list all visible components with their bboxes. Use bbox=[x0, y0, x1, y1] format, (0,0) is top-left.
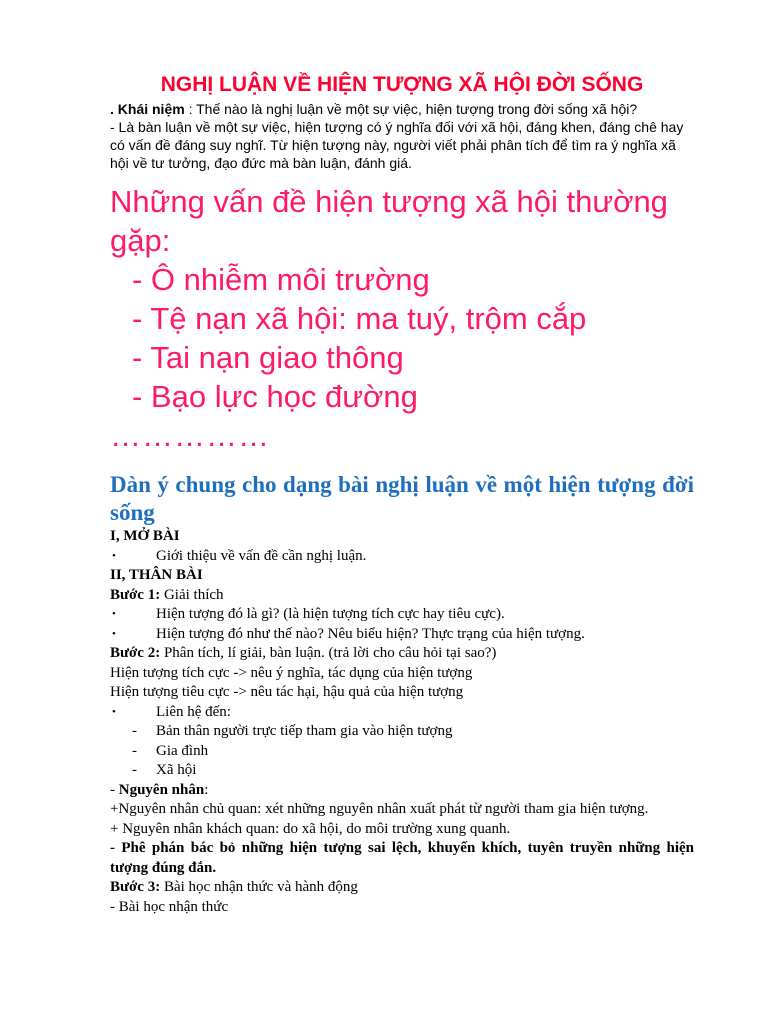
outline-body bbox=[110, 527, 694, 917]
list-item bbox=[110, 547, 694, 567]
list-item bbox=[110, 703, 694, 723]
issues-heading: Những vấn đề hiện tượng xã hội thường gặp: bbox=[110, 184, 668, 258]
positive-phenomenon-line: Hiện tượng tích cực -> nêu ý nghĩa, tác dụng của hiện tượng bbox=[110, 664, 473, 681]
dash-glyph: - bbox=[132, 742, 137, 759]
step1-line bbox=[110, 586, 694, 606]
definition-text: : Thế nào là nghị luận về một sự việc, hiện tượng trong đời sống xã hội? bbox=[184, 101, 638, 117]
step3-text: Bài học nhận thức và hành động bbox=[160, 879, 358, 895]
list-item-text: Hiện tượng đó là gì? (là hiện tượng tích cực hay tiêu cực). bbox=[156, 606, 505, 622]
issue-item: - Ô nhiễm môi trường bbox=[132, 262, 430, 297]
list-item bbox=[110, 625, 694, 645]
definition-line bbox=[110, 100, 694, 118]
common-issues-section bbox=[110, 182, 694, 455]
list-item-text: Giới thiệu về vấn đề cần nghị luận. bbox=[156, 547, 367, 564]
list-item-text: Gia đình bbox=[156, 742, 209, 759]
definition-label: . Khái niệm bbox=[110, 101, 185, 117]
cause-label: Nguyên nhân bbox=[118, 781, 205, 798]
section-heading-mo-bai: I, MỞ BÀI bbox=[110, 528, 180, 544]
step3-line bbox=[110, 878, 694, 898]
list-item-text: Xã hội bbox=[156, 762, 197, 778]
bullet-glyph: • bbox=[112, 549, 116, 562]
issues-list bbox=[110, 260, 694, 416]
list-item-text: Liên hệ đến: bbox=[156, 703, 231, 720]
outline-title: Dàn ý chung cho dạng bài nghị luận về một hiện tượng đời sống bbox=[110, 472, 694, 525]
bullet-glyph: • bbox=[112, 627, 116, 640]
list-item bbox=[110, 761, 694, 781]
list-item bbox=[110, 742, 694, 762]
list-item-text: Bản thân người trực tiếp tham gia vào hiện tượng bbox=[156, 723, 453, 739]
list-item-text: Hiện tượng đó như thế nào? Nêu biểu hiện? Thực trạng của hiện tượng. bbox=[156, 625, 585, 642]
list-item bbox=[110, 722, 694, 742]
step3-label: Bước 3: bbox=[110, 879, 161, 895]
step2-line bbox=[110, 644, 694, 664]
critique-line: - Phê phán bác bỏ những hiện tượng sai lệch, khuyến khích, tuyên truyền những hiện tượng đúng đắn. bbox=[110, 840, 694, 876]
cause-colon: : bbox=[204, 781, 209, 798]
dash-glyph: - bbox=[132, 723, 137, 739]
step2-text: Phân tích, lí giải, bàn luận. (trả lời cho câu hỏi tại sao?) bbox=[160, 645, 497, 661]
issue-item: - Tệ nạn xã hội: ma tuý, trộm cắp bbox=[132, 301, 587, 336]
list-item bbox=[110, 605, 694, 625]
cause-heading bbox=[110, 781, 694, 801]
cause-subjective: +Nguyên nhân chủ quan: xét những nguyên nhân xuất phát từ người tham gia hiện tượng. bbox=[110, 801, 649, 817]
step2-label: Bước 2: bbox=[110, 645, 161, 661]
document-title: NGHỊ LUẬN VỀ HIỆN TƯỢNG XÃ HỘI ĐỜI SỐNG bbox=[160, 73, 644, 96]
bullet-glyph: • bbox=[112, 608, 116, 620]
section-heading-than-bai: II, THÂN BÀI bbox=[110, 567, 203, 583]
step1-text: Giải thích bbox=[160, 586, 224, 603]
step1-label: Bước 1: bbox=[110, 586, 161, 603]
cause-objective: + Nguyên nhân khách quan: do xã hội, do môi trường xung quanh. bbox=[110, 820, 511, 837]
definition-description: - Là bàn luận về một sự việc, hiện tượng có ý nghĩa đối với xã hội, đáng khen, đáng chê hay có vấn đề đáng suy nghĩ. Từ hiện tượng này, người viết phải phân tích để tìm ra ý nghĩa xã hội về tư tưởng, đạo đức mà bàn luận, đánh giá. bbox=[110, 119, 684, 171]
issue-item: - Tai nạn giao thông bbox=[132, 340, 404, 375]
lesson-line: - Bài học nhận thức bbox=[110, 898, 229, 915]
cause-prefix: - bbox=[110, 781, 119, 798]
issues-ellipsis: …………… bbox=[110, 418, 270, 453]
dash-glyph: - bbox=[132, 762, 137, 778]
negative-phenomenon-line: Hiện tượng tiêu cực -> nêu tác hại, hậu quả của hiện tượng bbox=[110, 684, 464, 700]
intro-section bbox=[110, 100, 694, 172]
bullet-glyph: • bbox=[112, 705, 116, 718]
issue-item: - Bạo lực học đường bbox=[132, 379, 418, 414]
